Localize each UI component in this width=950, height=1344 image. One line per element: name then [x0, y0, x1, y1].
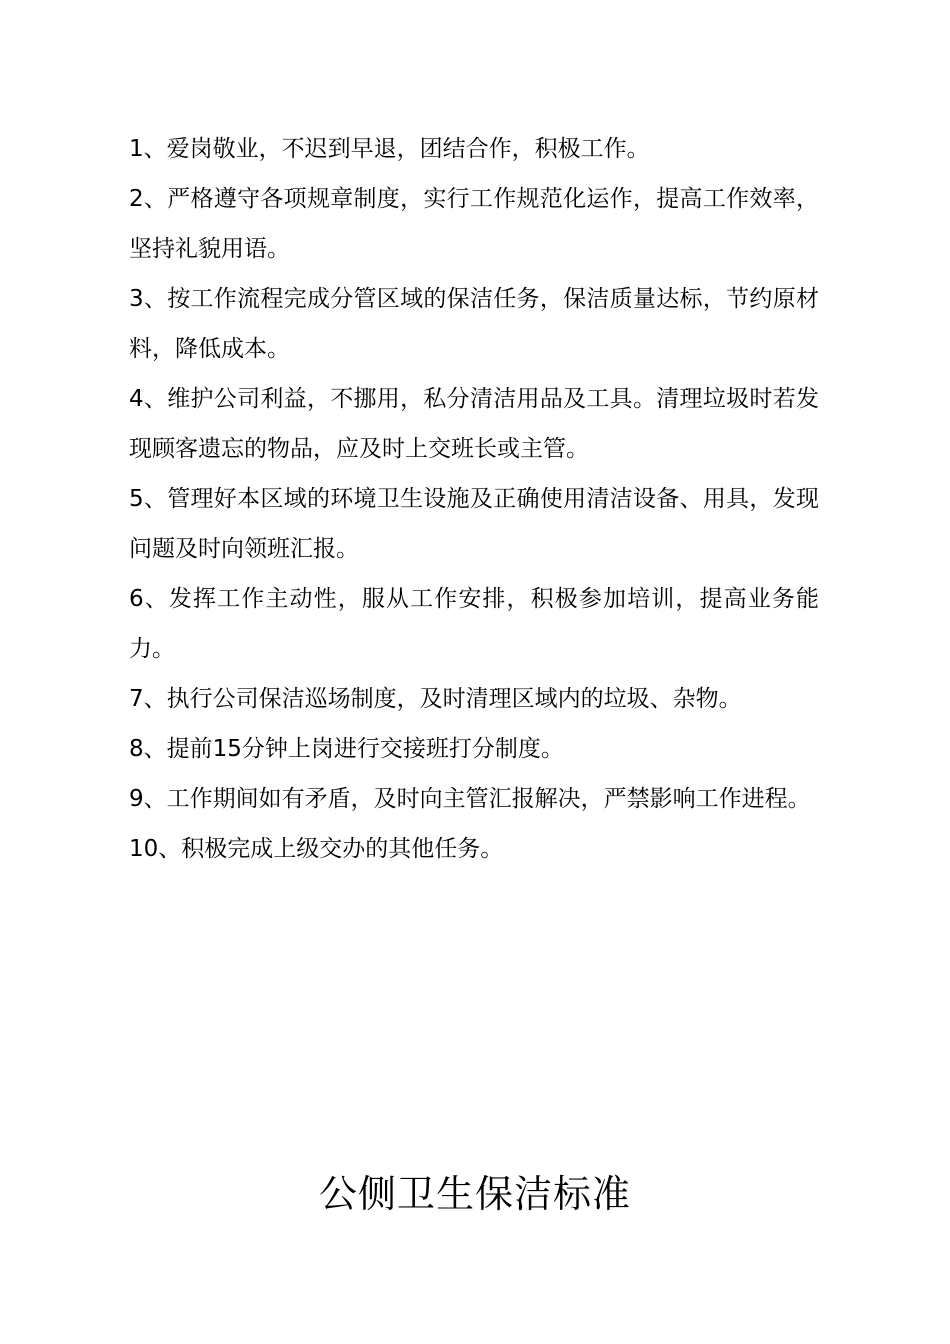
rule-item-5: 5、管理好本区域的环境卫生设施及正确使用清洁设备、用具，发现问题及时向领班汇报。	[129, 486, 819, 562]
section-title: 公侧卫生保洁标准	[318, 1172, 631, 1216]
rule-item-9: 9、工作期间如有矛盾，及时向主管汇报解决，严禁影响工作进程。	[129, 786, 811, 812]
rule-item-8: 8、提前15分钟上岗进行交接班打分制度。	[129, 736, 564, 762]
rule-item-6: 6、发挥工作主动性，服从工作安排，积极参加培训，提高业务能力。	[129, 586, 819, 662]
rule-item-4: 4、维护公司利益，不挪用，私分清洁用品及工具。清理垃圾时若发现顾客遗忘的物品，应及时上交班长或主管。	[129, 386, 819, 462]
rule-item-1: 1、爱岗敬业，不迟到早退，团结合作，积极工作。	[129, 136, 650, 162]
rule-item-2: 2、严格遵守各项规章制度，实行工作规范化运作，提高工作效率，坚持礼貌用语。	[129, 186, 819, 262]
rule-item-3: 3、按工作流程完成分管区域的保洁任务，保洁质量达标，节约原材料，降低成本。	[129, 286, 819, 362]
rule-item-10: 10、积极完成上级交办的其他任务。	[129, 836, 504, 862]
rule-item-7: 7、执行公司保洁巡场制度，及时清理区域内的垃圾、杂物。	[129, 686, 742, 712]
rules-list	[129, 124, 819, 874]
